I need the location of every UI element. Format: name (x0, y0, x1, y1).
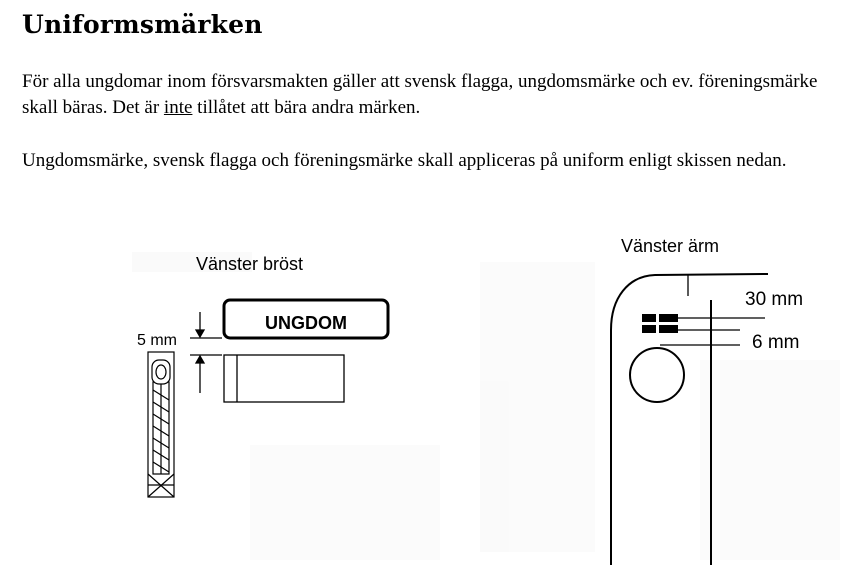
arm-gap-label: 6 mm (752, 332, 800, 353)
chest-label: Vänster bröst (196, 254, 304, 274)
swedish-flag-icon (642, 314, 678, 333)
ungdom-badge-text: UNGDOM (265, 313, 347, 333)
scan-background (132, 252, 840, 560)
intro-text-start: För alla ungdomar inom försvarsmakten gäller att svensk flagga, ungdomsmärke och ev. föreningsmärke skall bäras. Det är (22, 71, 818, 118)
gap-label: 5 mm (137, 332, 177, 349)
intro-text-end: tillåtet att bära andra märken. (192, 97, 421, 118)
association-badge (630, 348, 684, 402)
zipper-icon (148, 352, 174, 497)
arm-label: Vänster ärm (621, 236, 720, 256)
intro-underlined-word: inte (163, 97, 193, 118)
chest-pocket (224, 355, 344, 402)
gap-dimension-marks (190, 312, 222, 393)
page-title: Uniformsmärken (22, 10, 263, 39)
placement-paragraph: Ungdomsmärke, svensk flagga och föreningsmärke skall appliceras på uniform enligt skissen nedan. (22, 150, 787, 171)
arm-top-distance-label: 30 mm (745, 289, 804, 310)
